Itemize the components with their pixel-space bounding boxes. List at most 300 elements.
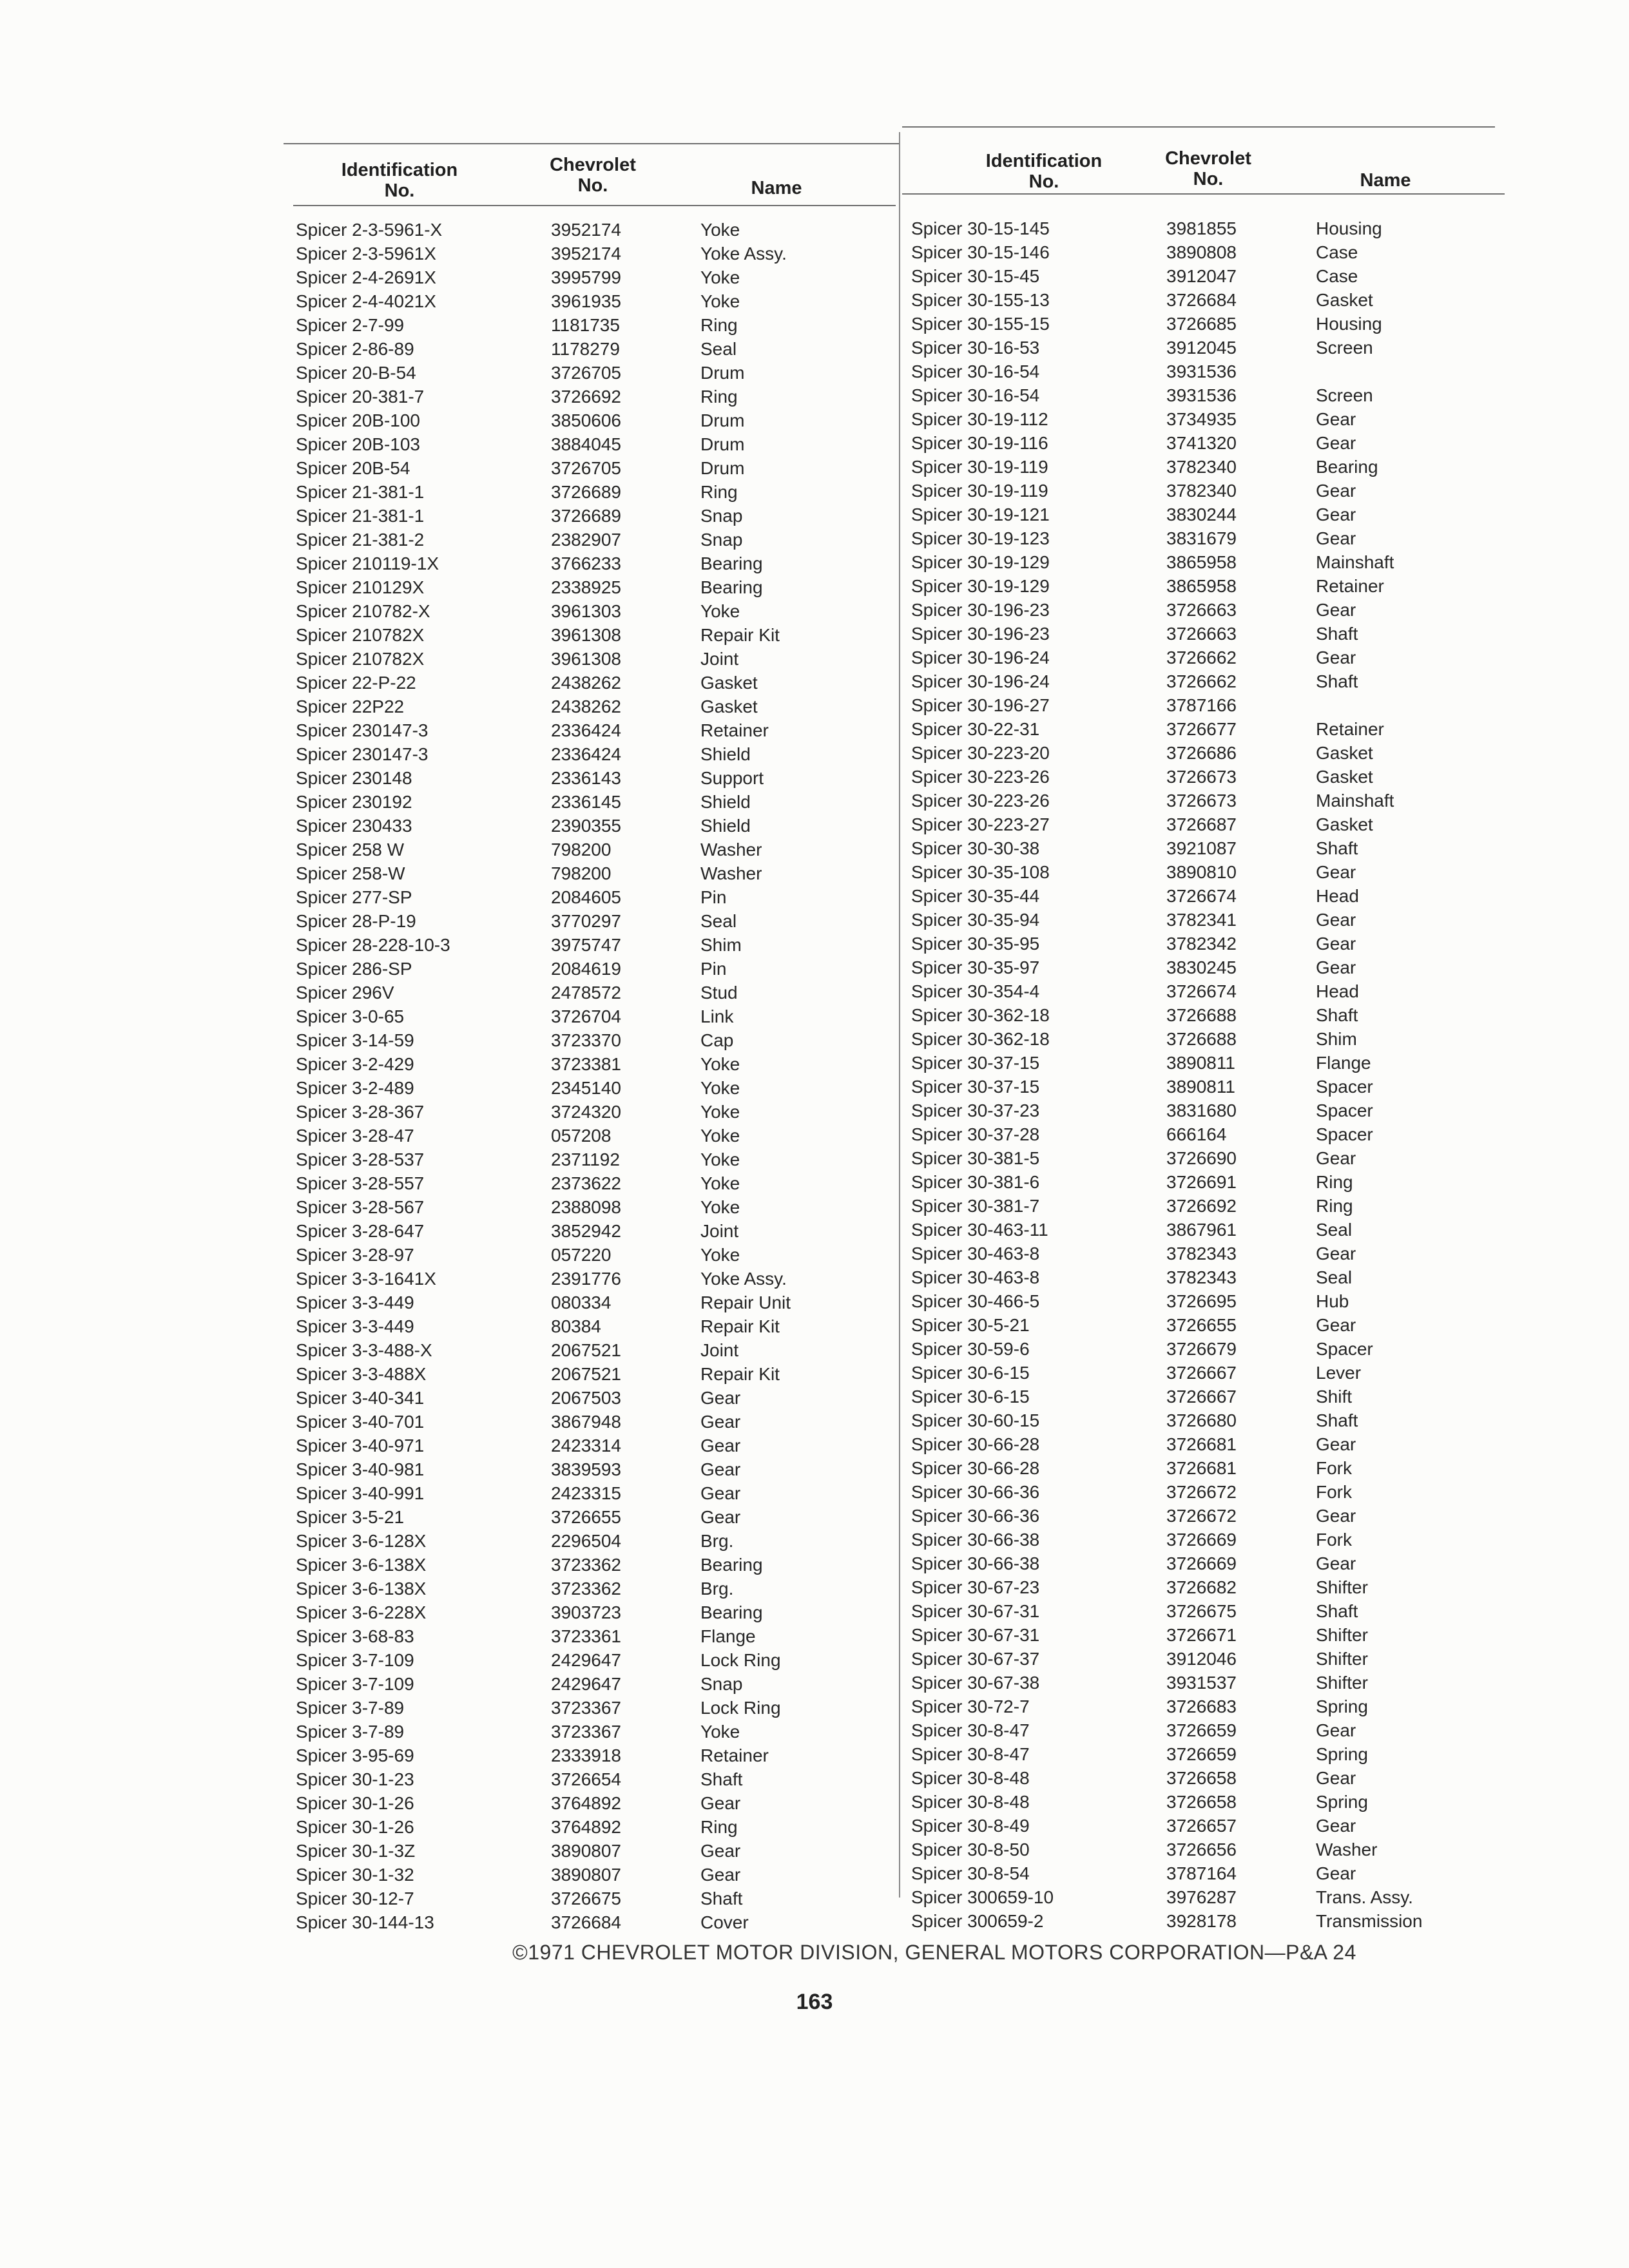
part-name: Gear	[1316, 1553, 1356, 1573]
part-id: Spicer 3-14-59	[296, 1030, 414, 1050]
chevrolet-no: 2371192	[551, 1149, 620, 1169]
part-name: Spring	[1316, 1696, 1368, 1716]
chevrolet-no: 3867948	[551, 1412, 622, 1432]
part-name: Retainer	[700, 720, 769, 740]
part-id: Spicer 30-463-11	[911, 1220, 1048, 1240]
part-name: Shaft	[700, 1769, 743, 1789]
part-id: Spicer 30-223-26	[911, 767, 1050, 787]
part-name: Gear	[1316, 1148, 1356, 1168]
part-name: Spring	[1316, 1744, 1368, 1764]
part-name: Gear	[700, 1865, 741, 1885]
part-id: Spicer 30-8-54	[911, 1863, 1030, 1883]
part-id: Spicer 30-381-6	[911, 1172, 1040, 1192]
part-name: Yoke	[700, 1245, 740, 1265]
chevrolet-no: 3726667	[1166, 1387, 1237, 1407]
chevrolet-no: 2382907	[551, 530, 622, 550]
part-id: Spicer 30-223-26	[911, 791, 1050, 811]
part-id: Spicer 2-3-5961-X	[296, 220, 443, 240]
part-id: Spicer 30-67-37	[911, 1649, 1040, 1669]
part-id: Spicer 3-28-47	[296, 1126, 414, 1146]
chevrolet-no: 3782340	[1166, 481, 1237, 501]
part-id: Spicer 30-196-23	[911, 600, 1050, 620]
part-name: Cap	[700, 1030, 734, 1050]
part-id: Spicer 30-35-108	[911, 862, 1050, 882]
part-id: Spicer 2-3-5961X	[296, 244, 436, 264]
part-id: Spicer 3-2-429	[296, 1054, 414, 1074]
part-name: Gear	[700, 1388, 741, 1408]
part-name: Lever	[1316, 1363, 1362, 1383]
part-name: Ring	[700, 482, 738, 502]
part-name: Ring	[700, 387, 738, 407]
part-id: Spicer 30-155-15	[911, 314, 1050, 334]
part-id: Spicer 3-0-65	[296, 1006, 405, 1026]
part-name: Hub	[1316, 1291, 1349, 1311]
part-name: Shield	[700, 744, 751, 764]
chevrolet-no: 3726705	[551, 458, 622, 478]
chevrolet-header-line1: Chevrolet	[1165, 148, 1251, 169]
right-table	[909, 135, 1511, 1931]
part-name: Spacer	[1316, 1339, 1373, 1359]
part-name: Flange	[1316, 1053, 1371, 1073]
part-id: Spicer 2-4-2691X	[296, 267, 436, 287]
part-name: Ring	[700, 1817, 738, 1837]
part-id: Spicer 30-362-18	[911, 1005, 1050, 1025]
part-name: Washer	[1316, 1840, 1378, 1860]
chevrolet-no: 3890811	[1166, 1077, 1235, 1097]
part-id: Spicer 30-66-38	[911, 1553, 1040, 1573]
part-id: Spicer 210782X	[296, 625, 425, 645]
part-name: Yoke	[700, 1054, 740, 1074]
part-name: Gear	[1316, 1768, 1356, 1788]
part-id: Spicer 3-68-83	[296, 1626, 414, 1646]
part-name: Drum	[700, 410, 745, 430]
chevrolet-no: 2336143	[551, 768, 622, 788]
chevrolet-no: 3726685	[1166, 314, 1237, 334]
part-name: Brg.	[700, 1579, 734, 1599]
chevrolet-no: 3726671	[1166, 1625, 1237, 1645]
chevrolet-no: 3726684	[1166, 290, 1237, 310]
chevrolet-no: 3884045	[551, 434, 622, 454]
part-id: Spicer 3-3-1641X	[296, 1269, 436, 1289]
chevrolet-no: 2478572	[551, 983, 622, 1003]
part-name: Shaft	[1316, 624, 1358, 644]
part-name: Yoke	[700, 291, 740, 311]
part-name: Yoke	[700, 1173, 740, 1193]
part-name: Pin	[700, 887, 727, 907]
chevrolet-no: 3724320	[551, 1102, 622, 1122]
part-id: Spicer 21-381-1	[296, 506, 425, 526]
chevrolet-no: 2084619	[551, 959, 622, 979]
part-id: Spicer 3-40-341	[296, 1388, 425, 1408]
part-name: Shaft	[1316, 838, 1358, 858]
chevrolet-no: 2373622	[551, 1173, 622, 1193]
chevrolet-no: 3723381	[551, 1054, 622, 1074]
part-name: Stud	[700, 983, 738, 1003]
column-divider	[899, 132, 900, 1898]
part-id: Spicer 30-8-47	[911, 1744, 1030, 1764]
id-header-line2: No.	[1028, 171, 1059, 192]
part-id: Spicer 30-1-23	[296, 1769, 414, 1789]
chevrolet-no: 3961303	[551, 601, 622, 621]
part-name: Gear	[700, 1436, 741, 1456]
chevrolet-no: 3723367	[551, 1698, 622, 1718]
chevrolet-no: 057208	[551, 1126, 612, 1146]
part-name: Gear	[1316, 505, 1356, 524]
part-name: Fork	[1316, 1482, 1352, 1502]
chevrolet-no: 3726695	[1166, 1291, 1237, 1311]
chevrolet-no: 2296504	[551, 1531, 622, 1551]
part-id: Spicer 30-19-112	[911, 409, 1048, 429]
part-id: Spicer 3-28-367	[296, 1102, 425, 1122]
part-name: Bearing	[1316, 457, 1378, 477]
part-id: Spicer 3-3-449	[296, 1316, 414, 1336]
chevrolet-no: 3726662	[1166, 671, 1237, 691]
part-name: Washer	[700, 840, 762, 860]
name-header: Name	[751, 178, 802, 198]
chevrolet-no: 3726688	[1166, 1029, 1237, 1049]
part-id: Spicer 20-B-54	[296, 363, 416, 383]
part-id: Spicer 30-15-145	[911, 218, 1050, 238]
part-id: Spicer 30-19-119	[911, 457, 1048, 477]
chevrolet-no: 3726689	[551, 506, 622, 526]
chevrolet-no: 2388098	[551, 1197, 622, 1217]
part-id: Spicer 3-40-701	[296, 1412, 425, 1432]
part-name: Snap	[700, 530, 743, 550]
chevrolet-no: 3723367	[551, 1722, 622, 1742]
part-id: Spicer 30-19-129	[911, 552, 1050, 572]
part-id: Spicer 30-37-23	[911, 1100, 1040, 1120]
part-name: Retainer	[700, 1745, 769, 1765]
part-name: Screen	[1316, 385, 1373, 405]
chevrolet-no: 3764892	[551, 1817, 622, 1837]
chevrolet-no: 2429647	[551, 1674, 622, 1694]
part-id: Spicer 30-16-54	[911, 361, 1040, 381]
chevrolet-no: 3726688	[1166, 1005, 1237, 1025]
part-name: Shaft	[1316, 1005, 1358, 1025]
part-id: Spicer 210129X	[296, 577, 425, 597]
part-name: Shaft	[1316, 1601, 1358, 1621]
chevrolet-no: 3867961	[1166, 1220, 1237, 1240]
part-name: Yoke	[700, 267, 740, 287]
chevrolet-no: 3952174	[551, 244, 622, 264]
part-id: Spicer 30-1-26	[296, 1793, 414, 1813]
part-id: Spicer 2-7-99	[296, 315, 405, 335]
part-id: Spicer 30-66-38	[911, 1530, 1040, 1550]
chevrolet-no: 3726681	[1166, 1434, 1237, 1454]
part-id: Spicer 30-354-4	[911, 981, 1040, 1001]
chevrolet-no: 798200	[551, 863, 612, 883]
part-name: Trans. Assy.	[1316, 1887, 1413, 1907]
part-id: Spicer 210782X	[296, 649, 425, 669]
part-id: Spicer 30-19-129	[911, 576, 1050, 596]
part-name: Housing	[1316, 218, 1382, 238]
chevrolet-no: 3981855	[1166, 218, 1237, 238]
chevrolet-header	[1144, 148, 1273, 189]
chevrolet-no: 2338925	[551, 577, 622, 597]
part-name: Gasket	[700, 697, 758, 716]
chevrolet-no: 3787166	[1166, 695, 1237, 715]
part-id: Spicer 30-8-50	[911, 1840, 1030, 1860]
part-name: Ring	[1316, 1172, 1353, 1192]
part-id: Spicer 30-60-15	[911, 1410, 1040, 1430]
part-id: Spicer 30-37-28	[911, 1124, 1040, 1144]
part-id: Spicer 3-7-89	[296, 1722, 405, 1742]
id-header	[293, 160, 506, 201]
chevrolet-no: 3734935	[1166, 409, 1237, 429]
part-name: Case	[1316, 242, 1358, 262]
chevrolet-no: 3782342	[1166, 934, 1237, 954]
part-name: Yoke Assy.	[700, 244, 787, 264]
chevrolet-no: 3726681	[1166, 1458, 1237, 1478]
part-name: Lock Ring	[700, 1650, 781, 1670]
part-id: Spicer 22-P-22	[296, 673, 416, 693]
chevrolet-no: 057220	[551, 1245, 612, 1265]
chevrolet-no: 3726673	[1166, 767, 1237, 787]
part-id: Spicer 22P22	[296, 697, 405, 716]
name-header: Name	[1360, 170, 1411, 191]
chevrolet-no: 2336424	[551, 744, 622, 764]
part-name: Shaft	[700, 1888, 743, 1908]
part-name: Gear	[1316, 433, 1356, 453]
part-id: Spicer 30-66-36	[911, 1482, 1040, 1502]
chevrolet-no: 3976287	[1166, 1887, 1237, 1907]
chevrolet-no: 3961308	[551, 649, 622, 669]
chevrolet-no: 3782343	[1166, 1267, 1237, 1287]
chevrolet-no: 3890810	[1166, 862, 1237, 882]
part-id: Spicer 30-8-48	[911, 1792, 1030, 1812]
chevrolet-no: 3726675	[1166, 1601, 1237, 1621]
part-id: Spicer 30-463-8	[911, 1267, 1040, 1287]
chevrolet-no: 666164	[1166, 1124, 1227, 1144]
part-id: Spicer 230147-3	[296, 744, 429, 764]
part-id: Spicer 30-463-8	[911, 1244, 1040, 1264]
chevrolet-no: 3723362	[551, 1579, 622, 1599]
chevrolet-no: 3782343	[1166, 1244, 1237, 1264]
part-id: Spicer 3-6-128X	[296, 1531, 427, 1551]
chevrolet-no: 3928178	[1166, 1911, 1237, 1931]
part-id: Spicer 210782-X	[296, 601, 430, 621]
part-name: Gasket	[1316, 290, 1373, 310]
part-id: Spicer 286-SP	[296, 959, 412, 979]
part-id: Spicer 30-223-27	[911, 814, 1050, 834]
footer-copyright: ©1971 CHEVROLET MOTOR DIVISION, GENERAL MOTORS CORPORATION—P&A 24	[512, 1941, 1356, 1964]
chevrolet-no: 3726672	[1166, 1506, 1237, 1526]
chevrolet-no: 2067521	[551, 1364, 622, 1384]
chevrolet-no: 2336424	[551, 720, 622, 740]
part-name: Brg.	[700, 1531, 734, 1551]
chevrolet-no: 3726672	[1166, 1482, 1237, 1502]
chevrolet-no: 3931536	[1166, 361, 1237, 381]
part-name: Gear	[1316, 934, 1356, 954]
chevrolet-no: 3782340	[1166, 457, 1237, 477]
chevrolet-no: 3726655	[551, 1507, 622, 1527]
part-name: Spring	[1316, 1792, 1368, 1812]
chevrolet-no: 3723362	[551, 1555, 622, 1575]
part-id: Spicer 210119-1X	[296, 553, 439, 573]
chevrolet-no: 3726683	[1166, 1696, 1237, 1716]
chevrolet-no: 3975747	[551, 935, 622, 955]
chevrolet-header	[532, 155, 654, 196]
part-name: Seal	[1316, 1267, 1353, 1287]
part-name: Flange	[700, 1626, 756, 1646]
part-id: Spicer 30-8-48	[911, 1768, 1030, 1788]
chevrolet-no: 3852942	[551, 1221, 622, 1241]
part-id: Spicer 3-40-981	[296, 1459, 425, 1479]
chevrolet-no: 3903723	[551, 1602, 622, 1622]
part-name: Yoke	[700, 1078, 740, 1098]
part-id: Spicer 3-40-991	[296, 1483, 425, 1503]
part-name: Gear	[700, 1459, 741, 1479]
left-table	[293, 155, 896, 1933]
part-id: Spicer 30-196-23	[911, 624, 1050, 644]
part-id: Spicer 30-6-15	[911, 1387, 1030, 1407]
part-name: Cover	[700, 1912, 749, 1932]
part-id: Spicer 30-196-27	[911, 695, 1050, 715]
part-name: Shim	[1316, 1029, 1357, 1049]
chevrolet-no: 3995799	[551, 267, 622, 287]
chevrolet-no: 3850606	[551, 410, 622, 430]
part-id: Spicer 258-W	[296, 863, 405, 883]
chevrolet-no: 3726669	[1166, 1553, 1237, 1573]
part-id: Spicer 30-8-47	[911, 1720, 1030, 1740]
part-id: Spicer 277-SP	[296, 887, 412, 907]
part-name: Yoke	[700, 1102, 740, 1122]
part-id: Spicer 30-67-23	[911, 1577, 1040, 1597]
part-name: Yoke	[700, 1149, 740, 1169]
part-id: Spicer 20B-100	[296, 410, 421, 430]
chevrolet-no: 3890811	[1166, 1053, 1235, 1073]
part-name: Washer	[700, 863, 762, 883]
chevrolet-no: 3830245	[1166, 957, 1237, 977]
part-id: Spicer 3-28-97	[296, 1245, 414, 1265]
part-id: Spicer 3-28-557	[296, 1173, 425, 1193]
part-id: Spicer 30-196-24	[911, 648, 1050, 668]
part-name: Yoke	[700, 1722, 740, 1742]
chevrolet-no: 2067503	[551, 1388, 622, 1408]
chevrolet-no: 3921087	[1166, 838, 1237, 858]
chevrolet-no: 3726659	[1166, 1744, 1237, 1764]
part-id: Spicer 296V	[296, 983, 394, 1003]
part-id: Spicer 20B-103	[296, 434, 421, 454]
part-name: Retainer	[1316, 576, 1384, 596]
part-id: Spicer 21-381-2	[296, 530, 425, 550]
chevrolet-no: 3726689	[551, 482, 622, 502]
part-name: Yoke	[700, 1197, 740, 1217]
id-header-line1: Identification	[985, 151, 1103, 171]
chevrolet-no: 080334	[551, 1293, 612, 1312]
part-name: Gasket	[1316, 743, 1373, 763]
part-id: Spicer 30-35-44	[911, 886, 1040, 906]
part-id: Spicer 230192	[296, 792, 412, 812]
part-id: Spicer 30-67-38	[911, 1673, 1040, 1693]
chevrolet-no: 3726657	[1166, 1816, 1237, 1836]
part-id: Spicer 20B-54	[296, 458, 410, 478]
part-id: Spicer 3-7-109	[296, 1650, 414, 1670]
part-name: Shift	[1316, 1387, 1353, 1407]
part-id: Spicer 230147-3	[296, 720, 429, 740]
part-id: Spicer 30-8-49	[911, 1816, 1030, 1836]
top-rule-right	[902, 126, 1495, 128]
part-name: Yoke Assy.	[700, 1269, 787, 1289]
part-id: Spicer 230433	[296, 816, 412, 836]
part-name: Gear	[1316, 957, 1356, 977]
chevrolet-no: 3890807	[551, 1841, 622, 1861]
part-id: Spicer 30-223-20	[911, 743, 1050, 763]
part-id: Spicer 30-155-13	[911, 290, 1050, 310]
part-id: Spicer 30-6-15	[911, 1363, 1030, 1383]
part-name: Gear	[1316, 1863, 1356, 1883]
chevrolet-no: 3865958	[1166, 576, 1237, 596]
part-name: Seal	[700, 339, 737, 359]
chevrolet-no: 3961308	[551, 625, 622, 645]
part-name: Gear	[1316, 1720, 1356, 1740]
part-id: Spicer 3-7-109	[296, 1674, 414, 1694]
chevrolet-no: 2438262	[551, 673, 622, 693]
part-name: Transmission	[1316, 1911, 1423, 1931]
id-header-line2: No.	[384, 180, 415, 201]
chevrolet-no: 3726687	[1166, 814, 1237, 834]
chevrolet-no: 2333918	[551, 1745, 622, 1765]
part-name: Gear	[1316, 600, 1356, 620]
chevrolet-no: 3726691	[1166, 1172, 1237, 1192]
chevrolet-header-line2: No.	[577, 175, 608, 196]
chevrolet-no: 3726704	[551, 1006, 622, 1026]
part-id: Spicer 3-5-21	[296, 1507, 405, 1527]
chevrolet-no: 80384	[551, 1316, 601, 1336]
chevrolet-no: 2429647	[551, 1650, 622, 1670]
chevrolet-no: 3726674	[1166, 981, 1237, 1001]
part-name: Repair Kit	[700, 1316, 780, 1336]
part-id: Spicer 3-2-489	[296, 1078, 414, 1098]
chevrolet-no: 3726682	[1166, 1577, 1237, 1597]
part-id: Spicer 30-144-13	[296, 1912, 434, 1932]
part-name: Gear	[700, 1793, 741, 1813]
part-id: Spicer 30-35-97	[911, 957, 1040, 977]
part-id: Spicer 30-35-94	[911, 910, 1040, 930]
part-name: Case	[1316, 266, 1358, 286]
chevrolet-no: 3726658	[1166, 1768, 1237, 1788]
part-name: Shifter	[1316, 1625, 1368, 1645]
part-name: Gear	[1316, 409, 1356, 429]
part-name: Head	[1316, 981, 1359, 1001]
part-name: Shaft	[1316, 671, 1358, 691]
part-id: Spicer 30-59-6	[911, 1339, 1030, 1359]
part-name: Drum	[700, 458, 745, 478]
part-id: Spicer 30-381-5	[911, 1148, 1040, 1168]
part-name: Joint	[700, 1221, 739, 1241]
chevrolet-no: 3912046	[1166, 1649, 1237, 1669]
part-name: Snap	[700, 1674, 743, 1694]
part-id: Spicer 2-86-89	[296, 339, 414, 359]
part-name: Shifter	[1316, 1577, 1368, 1597]
part-name: Head	[1316, 886, 1359, 906]
chevrolet-no: 3741320	[1166, 433, 1237, 453]
chevrolet-no: 3961935	[551, 291, 622, 311]
chevrolet-no: 3726662	[1166, 648, 1237, 668]
chevrolet-no: 3726686	[1166, 743, 1237, 763]
chevrolet-no: 3931537	[1166, 1673, 1237, 1693]
chevrolet-no: 3726674	[1166, 886, 1237, 906]
part-id: Spicer 3-28-567	[296, 1197, 425, 1217]
part-id: Spicer 30-19-116	[911, 433, 1048, 453]
chevrolet-no: 3952174	[551, 220, 622, 240]
part-name: Repair Unit	[700, 1293, 791, 1312]
chevrolet-no: 798200	[551, 840, 612, 860]
part-name: Shifter	[1316, 1649, 1368, 1669]
part-name: Gear	[1316, 528, 1356, 548]
part-id: Spicer 30-12-7	[296, 1888, 414, 1908]
part-id: Spicer 28-P-19	[296, 911, 416, 931]
